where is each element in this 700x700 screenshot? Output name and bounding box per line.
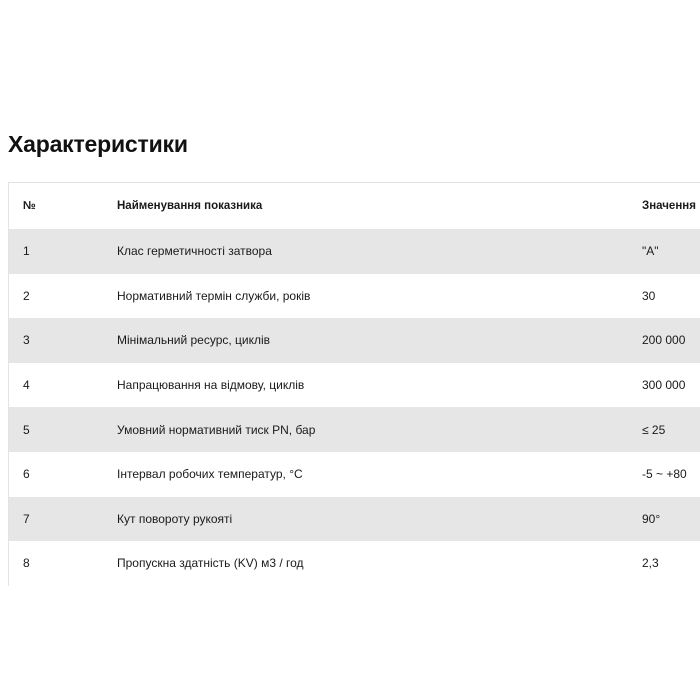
row-number: 6 [23, 467, 30, 482]
table-header-row [9, 183, 700, 229]
row-number: 2 [23, 288, 30, 303]
row-name: Напрацювання на відмову, циклів [117, 378, 305, 393]
row-value: 300 000 [642, 378, 686, 393]
row-name: Інтервал робочих температур, °С [117, 467, 303, 482]
row-value: 200 000 [642, 333, 686, 348]
table-row [9, 229, 700, 274]
characteristics-table [8, 182, 700, 586]
row-name: Умовний нормативний тиск PN, бар [117, 422, 316, 437]
row-value: 30 [642, 288, 656, 303]
row-name: Кут повороту рукояті [117, 511, 233, 526]
row-number: 5 [23, 422, 30, 437]
row-name: Клас герметичності затвора [117, 244, 272, 259]
table-row [9, 497, 700, 542]
table-row [9, 452, 700, 497]
table-row [9, 541, 700, 586]
table-row [9, 274, 700, 319]
row-name: Мінімальний ресурс, циклів [117, 333, 271, 348]
header-value: Значення [642, 200, 696, 212]
row-value: "А" [642, 244, 659, 259]
table-row [9, 318, 700, 363]
header-number: № [23, 200, 36, 212]
table-row [9, 407, 700, 452]
row-value: 90° [642, 511, 661, 526]
row-number: 8 [23, 556, 30, 571]
row-value: ≤ 25 [642, 422, 666, 437]
row-name: Нормативний термін служби, років [117, 288, 311, 303]
row-value: 2,3 [642, 556, 659, 571]
row-number: 3 [23, 333, 30, 348]
row-value: -5 ~ +80 [642, 467, 687, 482]
row-number: 7 [23, 511, 30, 526]
row-number: 1 [23, 244, 30, 259]
page-title: Характеристики [8, 131, 188, 157]
row-name: Пропускна здатність (KV) м3 / год [117, 556, 304, 571]
header-name: Найменування показника [117, 200, 263, 212]
row-number: 4 [23, 378, 30, 393]
table-row [9, 363, 700, 408]
